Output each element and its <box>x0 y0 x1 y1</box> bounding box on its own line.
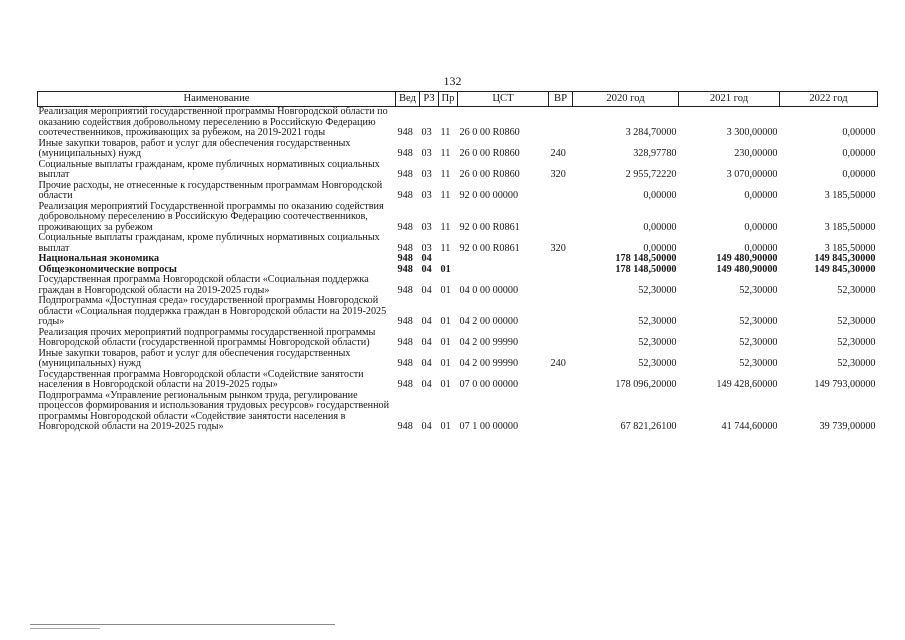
cell-2021: 0,00000 <box>744 242 778 254</box>
cell-2022: 149 793,00000 <box>814 379 876 390</box>
cell-ved: 948 <box>397 316 413 327</box>
cell-rz: 04 <box>421 421 432 432</box>
cell-ved: 948 <box>397 242 413 254</box>
cell-2020: 3 284,70000 <box>625 127 677 138</box>
cell-pr <box>439 254 458 265</box>
cell-vr: 320 <box>550 169 566 180</box>
table-row <box>38 275 878 296</box>
cell-name: Государственная программа Новгородской области «Содействие занятости населения в Новгородской области на 2019-2025 годы» <box>38 368 364 390</box>
cell-cst: 04 2 00 99990 <box>459 358 519 369</box>
cell-2021: 41 744,60000 <box>721 421 778 432</box>
cell-2020: 328,97780 <box>633 148 677 159</box>
cell-2022: 52,30000 <box>837 284 876 296</box>
cell-name: Национальная экономика <box>38 253 160 264</box>
cell-2021: 3 300,00000 <box>726 127 778 138</box>
cell-name: Подпрограмма «Доступная среда» государственной программы Новгородской области «Социальная поддержка граждан в Новгородской области на 2019-2025 годы» <box>38 295 387 327</box>
cell-rz: 03 <box>421 169 432 180</box>
cell-2022: 52,30000 <box>837 358 876 369</box>
table-row <box>38 296 878 328</box>
cell-2020: 0,00000 <box>643 221 677 233</box>
cell-2020: 52,30000 <box>638 284 677 296</box>
cell-name: Иные закупки товаров, работ и услуг для обеспечения государственных (муниципальных) нужд <box>38 137 351 159</box>
table-row <box>38 202 878 234</box>
table-row <box>38 233 878 254</box>
header-rz: РЗ <box>420 92 439 107</box>
cell-pr: 01 <box>440 337 451 348</box>
cell-cst: 04 2 00 99990 <box>459 337 519 348</box>
cell-vr: 320 <box>550 242 566 254</box>
cell-rz: 03 <box>421 127 432 138</box>
cell-ved: 948 <box>397 253 413 264</box>
cell-vr <box>549 370 573 391</box>
cell-name: Реализация мероприятий Государственной программы по оказанию содействия добровольному переселению в Российскую Федерацию соотечественников, проживающих за рубежом <box>38 200 384 233</box>
header-name: Наименование <box>38 92 396 107</box>
cell-vr <box>549 107 573 139</box>
cell-name: Социальные выплаты гражданам, кроме публичных нормативных социальных выплат <box>38 232 380 254</box>
cell-vr <box>549 296 573 328</box>
cell-pr: 11 <box>440 242 451 254</box>
cell-cst <box>458 265 549 276</box>
cell-ved: 948 <box>397 284 413 296</box>
cell-cst: 07 1 00 00000 <box>459 421 519 432</box>
cell-2020: 178 148,50000 <box>615 263 677 275</box>
cell-2021: 52,30000 <box>739 316 778 327</box>
page-number: 132 <box>443 74 462 88</box>
cell-2022: 0,00000 <box>842 127 876 138</box>
footer-rule <box>30 624 335 625</box>
cell-cst: 26 0 00 R0860 <box>459 127 520 138</box>
cell-vr: 240 <box>550 148 566 159</box>
cell-2021: 3 070,00000 <box>726 169 778 180</box>
cell-2022: 0,00000 <box>842 169 876 180</box>
cell-2021: 149 480,90000 <box>716 253 778 264</box>
cell-rz: 04 <box>421 379 432 390</box>
cell-ved: 948 <box>397 221 413 233</box>
table-row <box>38 370 878 391</box>
cell-pr: 11 <box>440 148 451 159</box>
cell-cst: 04 2 00 00000 <box>459 316 519 327</box>
footer-rule-short <box>30 628 100 629</box>
table-row <box>38 349 878 370</box>
cell-2021: 0,00000 <box>744 190 778 201</box>
cell-2022: 3 185,50000 <box>824 242 876 254</box>
cell-pr: 01 <box>440 358 451 369</box>
cell-ved: 948 <box>397 421 413 432</box>
cell-2020: 178 148,50000 <box>615 253 677 264</box>
cell-2020: 52,30000 <box>638 337 677 348</box>
cell-name: Подпрограмма «Управление региональным рынком труда, регулирование процессов формирования и использования трудовых ресурсов» государственной программы Новгородской области «Содействие занятости населения в Новгородской области на 2019-2025 годы» <box>38 389 390 432</box>
cell-ved: 948 <box>397 190 413 201</box>
cell-pr: 11 <box>440 190 451 201</box>
cell-name: Общеэкономические вопросы <box>38 263 177 275</box>
cell-rz: 04 <box>421 253 432 264</box>
cell-vr: 240 <box>550 358 566 369</box>
cell-rz: 04 <box>421 284 432 296</box>
cell-rz: 04 <box>421 316 432 327</box>
cell-cst: 04 0 00 00000 <box>459 284 519 296</box>
cell-cst: 92 0 00 R0861 <box>459 221 520 233</box>
cell-2022: 3 185,50000 <box>824 221 876 233</box>
cell-pr: 01 <box>440 379 451 390</box>
cell-rz: 03 <box>421 242 432 254</box>
cell-ved: 948 <box>397 169 413 180</box>
cell-rz: 03 <box>421 148 432 159</box>
cell-ved: 948 <box>397 379 413 390</box>
cell-2021: 149 480,90000 <box>716 263 778 275</box>
cell-name: Прочие расходы, не отнесенные к государственным программам Новгородской области <box>38 179 383 201</box>
header-vr: ВР <box>549 92 573 107</box>
cell-2022: 52,30000 <box>837 316 876 327</box>
cell-rz: 04 <box>421 263 432 275</box>
header-cst: ЦСТ <box>458 92 549 107</box>
cell-vr <box>549 275 573 296</box>
cell-ved: 948 <box>397 358 413 369</box>
cell-2021: 52,30000 <box>739 337 778 348</box>
cell-rz: 03 <box>421 190 432 201</box>
cell-rz: 04 <box>421 358 432 369</box>
cell-pr: 01 <box>440 421 451 432</box>
cell-pr: 11 <box>440 169 451 180</box>
cell-vr <box>549 391 573 433</box>
table-row <box>38 107 878 139</box>
table-row <box>38 328 878 349</box>
cell-cst: 26 0 00 R0860 <box>459 169 520 180</box>
cell-pr: 11 <box>440 127 451 138</box>
cell-2022: 3 185,50000 <box>824 190 876 201</box>
cell-cst: 92 0 00 00000 <box>459 190 519 201</box>
cell-vr <box>549 181 573 202</box>
cell-2020: 67 821,26100 <box>620 421 677 432</box>
header-2022: 2022 год <box>780 92 878 107</box>
cell-cst: 07 0 00 00000 <box>459 379 519 390</box>
cell-2022: 149 845,30000 <box>814 253 876 264</box>
cell-cst <box>458 254 549 265</box>
header-pr: Пр <box>439 92 458 107</box>
cell-name: Государственная программа Новгородской области «Социальная поддержка граждан в Новгородской области на 2019-2025 годы» <box>38 274 369 296</box>
cell-2021: 0,00000 <box>744 221 778 233</box>
cell-2021: 52,30000 <box>739 284 778 296</box>
cell-name: Социальные выплаты гражданам, кроме публичных нормативных социальных выплат <box>38 158 380 180</box>
cell-rz: 04 <box>421 337 432 348</box>
budget-table <box>37 91 878 433</box>
cell-vr <box>549 265 573 276</box>
cell-2020: 52,30000 <box>638 316 677 327</box>
cell-2020: 2 955,72220 <box>625 169 677 180</box>
table-row <box>38 160 878 181</box>
cell-pr: 11 <box>440 221 451 233</box>
table-row <box>38 181 878 202</box>
cell-2022: 39 739,00000 <box>819 421 876 432</box>
cell-2020: 52,30000 <box>638 358 677 369</box>
table-header-row <box>38 92 878 107</box>
cell-name: Иные закупки товаров, работ и услуг для обеспечения государственных (муниципальных) нужд <box>38 347 351 369</box>
cell-name: Реализация мероприятий государственной программы Новгородской области по оказанию содействия добровольному переселению в Российскую Федерацию соотечественников, проживающих за рубежом, на 2019-2021 годы <box>38 106 388 138</box>
cell-pr: 01 <box>440 284 451 296</box>
header-ved: Вед <box>396 92 420 107</box>
cell-cst: 92 0 00 R0861 <box>459 242 520 254</box>
cell-ved: 948 <box>397 127 413 138</box>
table-row <box>38 391 878 433</box>
cell-ved: 948 <box>397 263 413 275</box>
table-row <box>38 139 878 160</box>
cell-pr: 01 <box>440 316 451 327</box>
cell-name: Реализация прочих мероприятий подпрограммы государственной программы Новгородской области (государственной программы Новгородской области) <box>38 326 376 348</box>
cell-cst: 26 0 00 R0860 <box>459 148 520 159</box>
cell-vr <box>549 328 573 349</box>
cell-2020: 0,00000 <box>643 190 677 201</box>
cell-2021: 230,00000 <box>734 148 778 159</box>
cell-ved: 948 <box>397 148 413 159</box>
cell-2021: 149 428,60000 <box>716 379 778 390</box>
cell-2020: 178 096,20000 <box>615 379 677 390</box>
cell-2020: 0,00000 <box>643 242 677 254</box>
cell-2022: 52,30000 <box>837 337 876 348</box>
header-2020: 2020 год <box>573 92 679 107</box>
cell-2022: 149 845,30000 <box>814 263 876 275</box>
cell-2022: 0,00000 <box>842 148 876 159</box>
cell-pr: 01 <box>440 263 451 275</box>
cell-vr <box>549 254 573 265</box>
table-body <box>38 107 878 433</box>
table-row <box>38 254 878 265</box>
cell-rz: 03 <box>421 221 432 233</box>
cell-2021: 52,30000 <box>739 358 778 369</box>
header-2021: 2021 год <box>679 92 780 107</box>
cell-vr <box>549 202 573 234</box>
cell-ved: 948 <box>397 337 413 348</box>
